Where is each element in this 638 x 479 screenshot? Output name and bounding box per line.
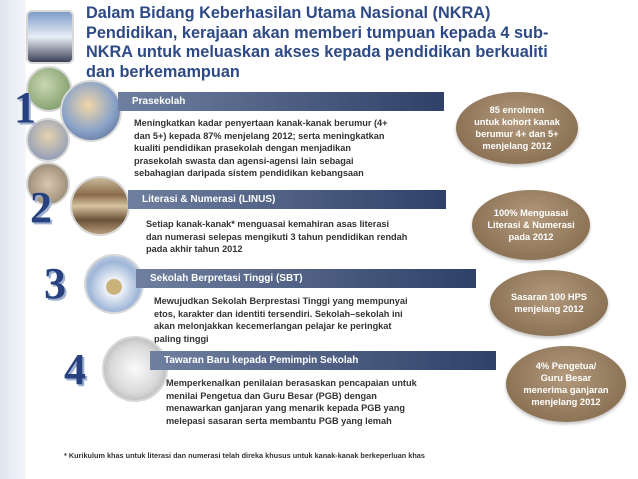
target-line: untuk kohort kanak — [474, 117, 560, 127]
desc-line: melepasi sasaran serta membantu PGB yang lemah — [166, 415, 392, 426]
title-line-2: Pendidikan, kerajaan akan memberi tumpuan kepada 4 sub- — [86, 23, 549, 42]
desc-line: menilai Pengetua dan Guru Besar (PGB) dengan — [166, 390, 377, 401]
medal-photo — [84, 254, 144, 314]
section-description-2 — [146, 218, 407, 256]
section-heading-bar-2: Literasi & Numerasi (LINUS) — [128, 190, 446, 209]
target-line: Guru Besar — [540, 373, 592, 383]
section-description-1 — [134, 117, 388, 180]
students-photo — [26, 10, 74, 64]
target-line: Sasaran 100 HPS — [511, 292, 587, 302]
target-line: menjelang 2012 — [514, 304, 584, 314]
desc-line: Memperkenalkan penilaian berasaskan pencapaian untuk — [166, 378, 417, 388]
desc-line: Mewujudkan Sekolah Berprestasi Tinggi yang mempunyai — [154, 296, 408, 306]
section-number-2: 2 — [30, 183, 52, 232]
target-line: 100% Menguasai — [493, 208, 569, 218]
title-line-3: NKRA untuk meluaskan akses kepada pendidikan berkualiti — [86, 43, 548, 61]
section-heading-bar-4: Tawaran Baru kepada Pemimpin Sekolah — [150, 351, 496, 370]
section-number-4: 4 — [64, 345, 86, 394]
title-line-4: dan berkemampuan — [86, 62, 240, 81]
desc-line: akan melonjakkan kecemerlangan pelajar ke peringkat — [154, 321, 392, 332]
desc-line: prasekolah swasta dan agensi-agensi lain sebagai — [134, 155, 354, 166]
target-line: berumur 4+ dan 5+ — [475, 129, 559, 139]
title-line-1: Dalam Bidang Keberhasilan Utama Nasional (NKRA) — [86, 4, 491, 22]
section-description-3 — [154, 295, 408, 345]
left-decorative-band — [0, 0, 26, 479]
desc-line: etos, karakter dan identiti tersendiri. Sekolah–sekolah ini — [154, 308, 403, 319]
desc-line: Setiap kanak-kanak* menguasai kemahiran asas literasi — [146, 219, 390, 229]
desc-line: paling tinggi — [154, 333, 209, 344]
section-number-3: 3 — [44, 259, 66, 308]
desc-line: kualiti pendidikan prasekolah dengan menjadikan — [134, 143, 351, 154]
section-number-1: 1 — [14, 83, 36, 132]
target-oval-3 — [490, 270, 608, 336]
desc-line: sebahagian daripada sistem pendidikan kebangsaan — [134, 168, 364, 179]
section-description-4 — [166, 377, 417, 427]
target-line: Literasi & Numerasi — [487, 220, 575, 230]
footnote: * Kurikulum khas untuk literasi dan numerasi telah direka khusus untuk kanak-kanak berkeperluan khas — [64, 451, 425, 460]
books-photo — [70, 176, 130, 236]
target-oval-2 — [472, 190, 590, 260]
target-line: 4% Pengetua/ — [535, 361, 597, 371]
target-line: pada 2012 — [508, 232, 554, 242]
desc-line: menawarkan ganjaran yang menarik kepada PGB yang — [166, 403, 405, 414]
desc-line: Meningkatkan kadar penyertaan kanak-kanak berumur (4+ — [134, 118, 388, 128]
desc-line: pada akhir tahun 2012 — [146, 244, 243, 255]
target-oval-1 — [456, 92, 578, 164]
target-oval-4 — [506, 346, 626, 422]
section-heading-bar-3: Sekolah Berpretasi Tinggi (SBT) — [136, 269, 476, 288]
section-heading-bar-1: Prasekolah — [118, 92, 444, 111]
target-line: menerima ganjaran — [523, 385, 609, 395]
desc-line: dan 5+) kepada 87% menjelang 2012; serta meningkatkan — [134, 130, 385, 141]
preschool-children-photo — [60, 80, 122, 142]
target-line: menjelang 2012 — [531, 397, 601, 407]
desc-line: dan numerasi selepas mengikuti 3 tahun pendidikan rendah — [146, 231, 408, 242]
target-line: menjelang 2012 — [482, 141, 552, 151]
target-line: 85 enrolmen — [489, 105, 545, 115]
page-title — [86, 4, 626, 82]
